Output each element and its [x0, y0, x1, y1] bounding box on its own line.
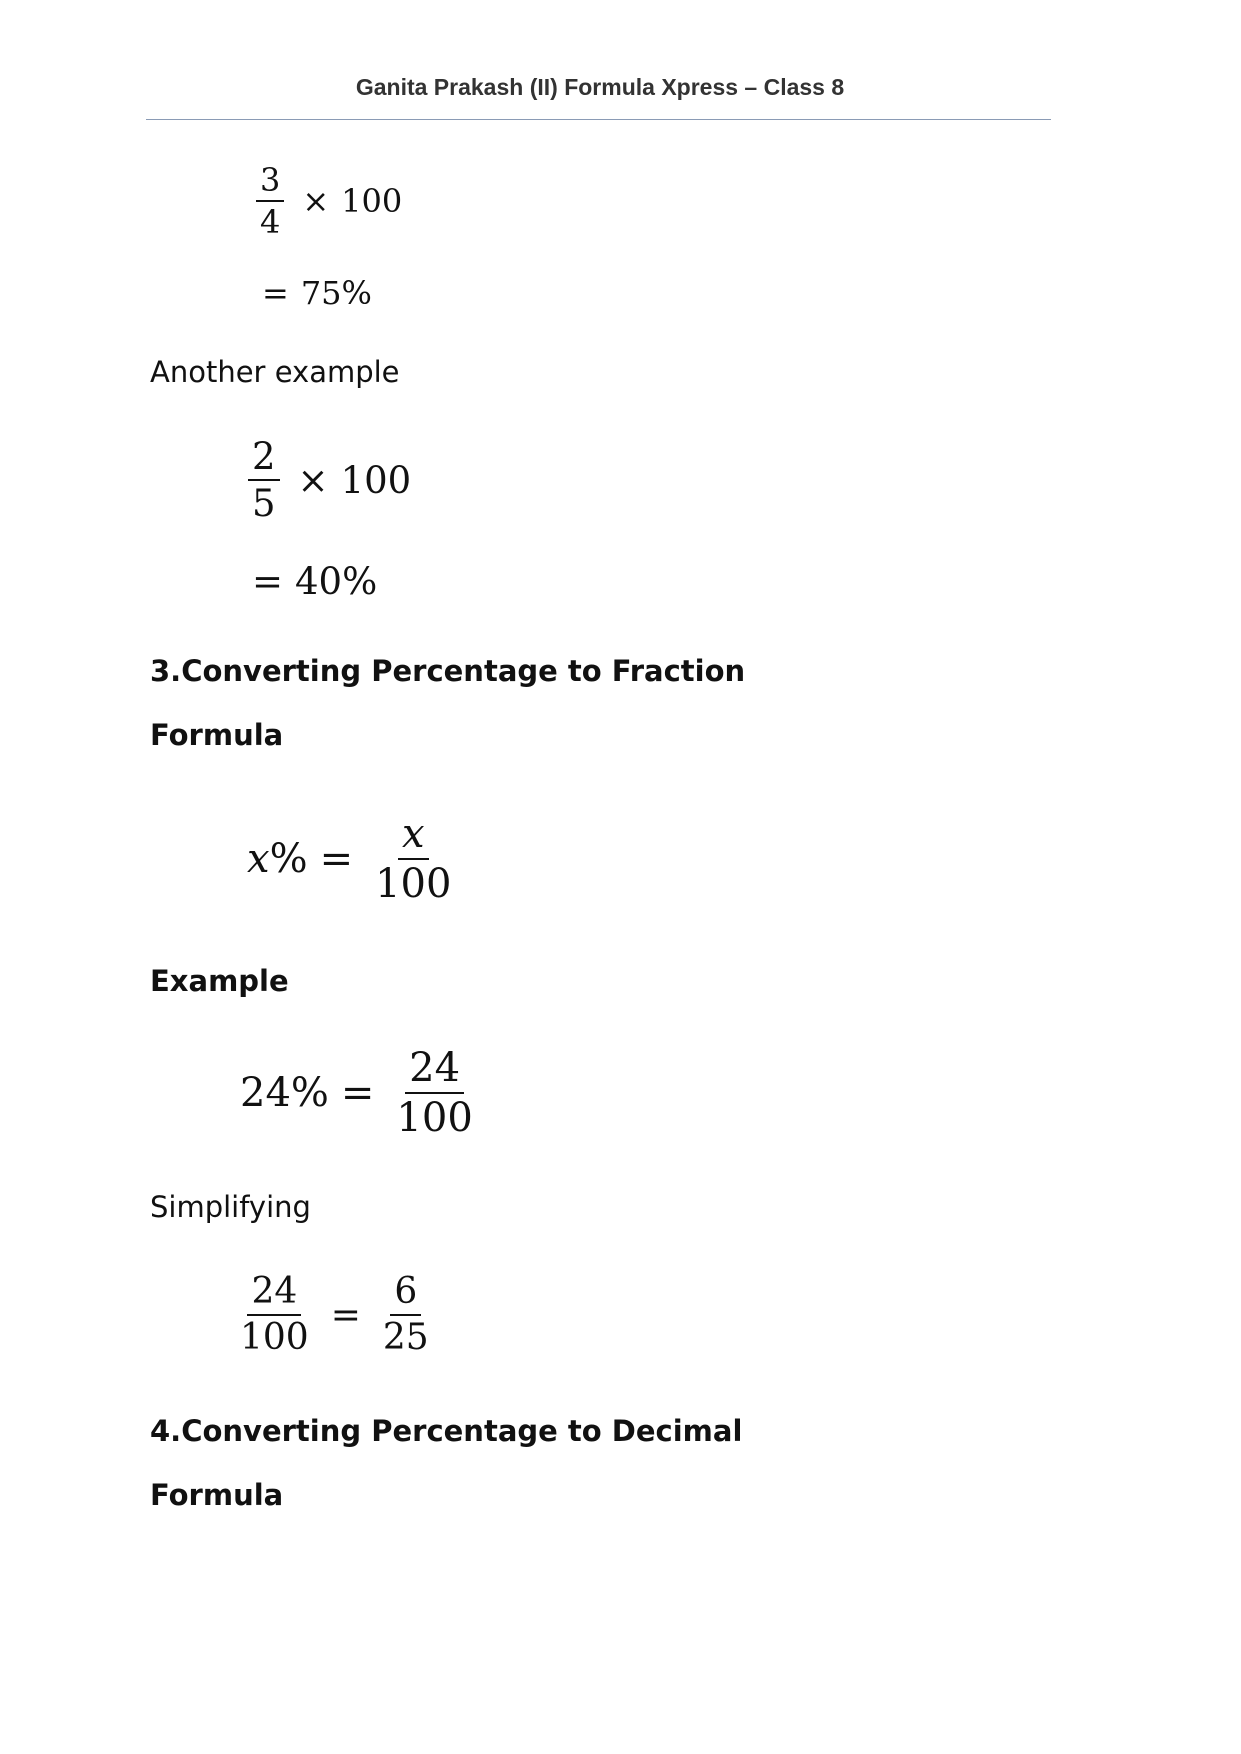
fraction [371, 811, 455, 907]
section-4-heading: 4.Converting Percentage to Decimal [150, 1414, 743, 1448]
page-header: Ganita Prakash (II) Formula Xpress – Class 8 [355, 74, 845, 100]
numerator: 6 [390, 1274, 421, 1316]
factor: 100 [341, 182, 403, 220]
equals-sign: = [330, 1294, 361, 1336]
lhs: 24% [240, 1070, 329, 1116]
equation-two-fifths [242, 435, 412, 525]
denominator: 100 [396, 1095, 473, 1141]
fraction-left [236, 1271, 313, 1358]
another-example-text: Another example [150, 355, 400, 389]
numerator: 2 [248, 438, 280, 481]
fraction [256, 161, 284, 241]
denominator: 100 [240, 1317, 309, 1358]
simplifying-text: Simplifying [150, 1190, 311, 1224]
equals-sign: = [340, 1070, 375, 1116]
equals-sign: = [262, 274, 289, 312]
equation-result-75 [262, 274, 372, 312]
denominator: 100 [375, 861, 452, 907]
section-3-heading: 3.Converting Percentage to Fraction [150, 654, 746, 688]
times-sign: × [302, 182, 330, 220]
numerator: x [398, 814, 429, 860]
numerator: 3 [256, 164, 284, 202]
result: 75% [300, 274, 372, 312]
numerator: 24 [405, 1048, 464, 1094]
percent-sign: % [269, 836, 308, 882]
equation-result-40 [252, 560, 377, 603]
header-divider [146, 119, 1051, 120]
section-4-formula-label: Formula [150, 1478, 284, 1512]
equals-sign: = [319, 836, 354, 882]
equals-sign: = [252, 560, 284, 603]
section-3-example-label: Example [150, 964, 289, 998]
fraction [392, 1045, 476, 1141]
section-3-formula-label: Formula [150, 718, 284, 752]
times-sign: × [297, 458, 329, 502]
formula-percent-to-fraction [247, 811, 461, 907]
denominator: 25 [382, 1317, 429, 1358]
denominator: 5 [252, 482, 276, 525]
factor: 100 [340, 458, 412, 502]
fraction-right [379, 1271, 433, 1358]
result: 40% [295, 560, 378, 603]
equation-three-quarters [250, 161, 403, 241]
numerator: 24 [247, 1274, 301, 1316]
example-24-percent [240, 1045, 483, 1141]
fraction [248, 435, 280, 525]
variable-x: x [247, 836, 270, 882]
denominator: 4 [260, 203, 281, 241]
simplify-fraction [230, 1271, 439, 1358]
